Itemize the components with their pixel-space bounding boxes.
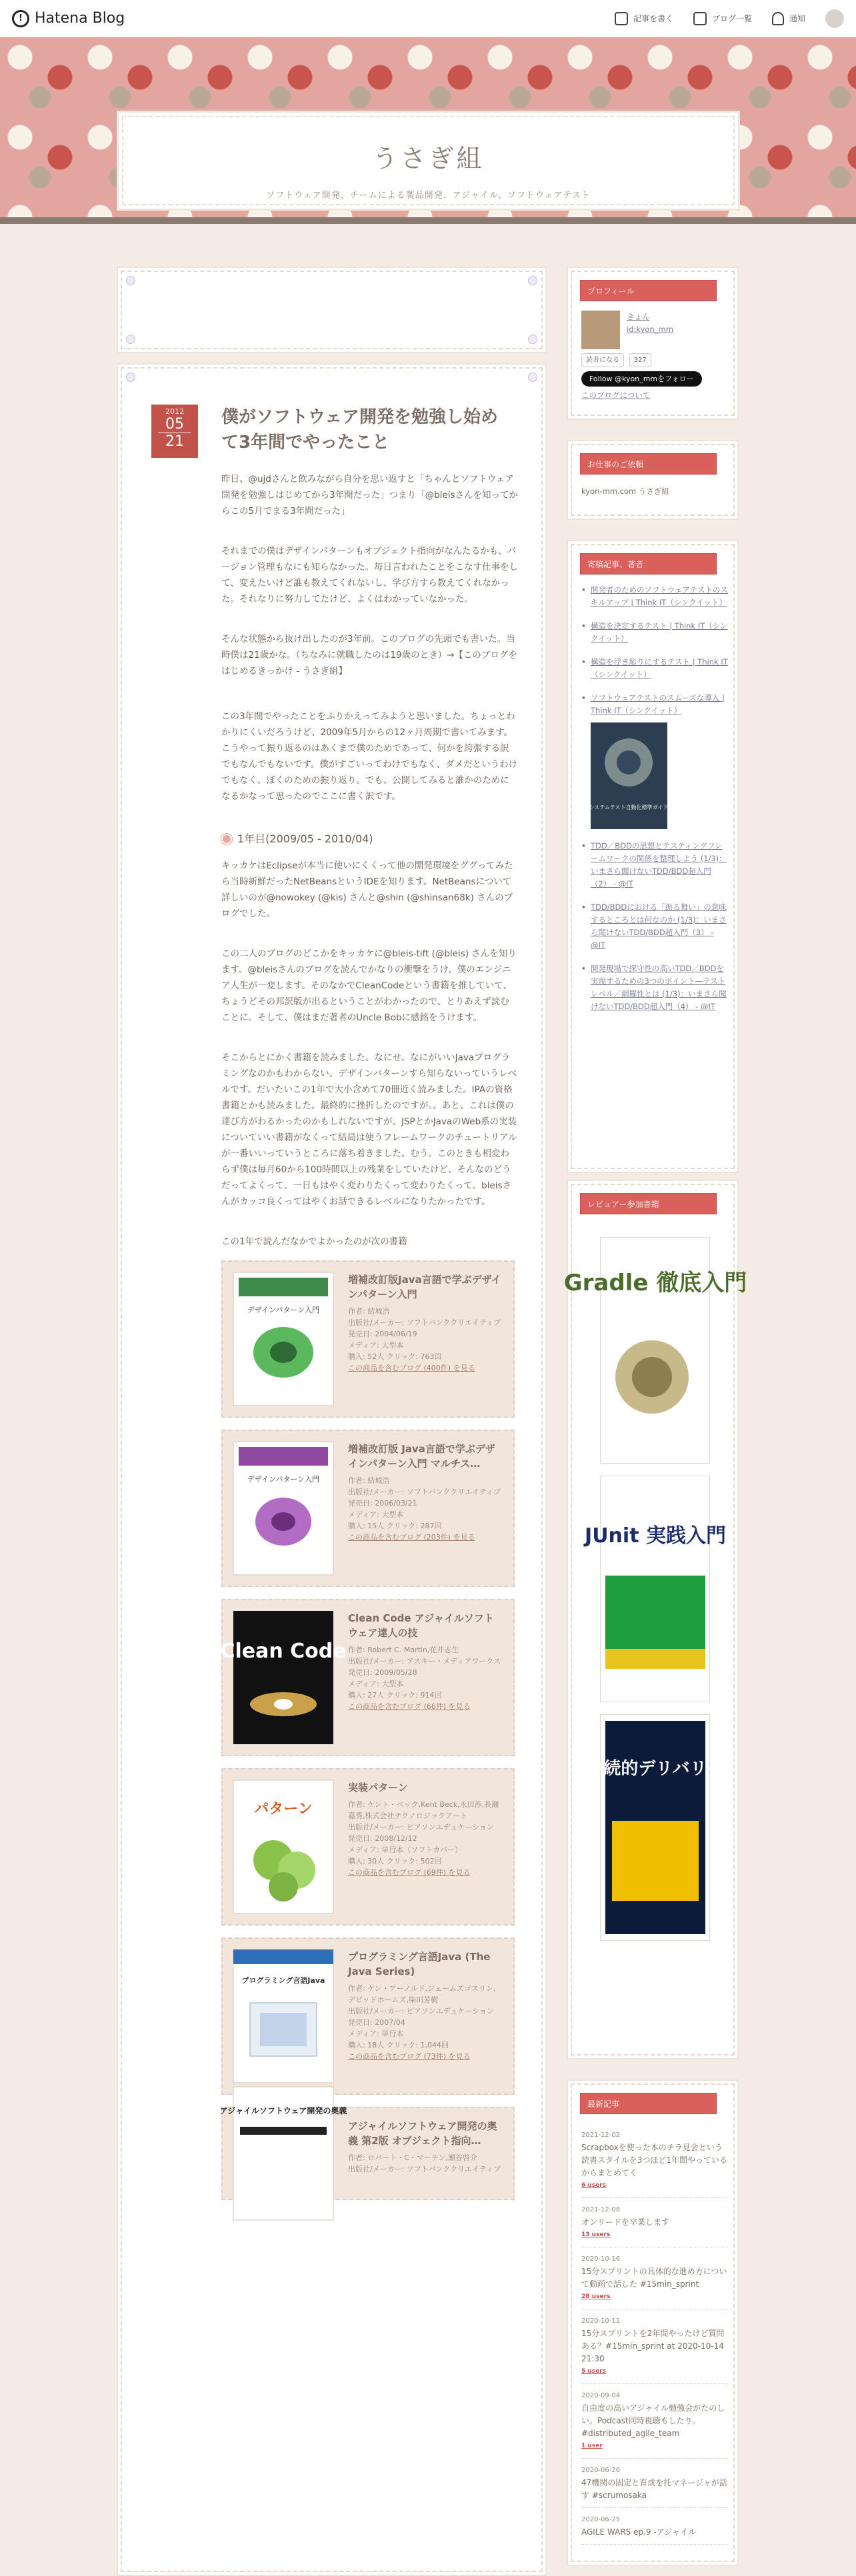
corner-dot-icon (528, 276, 537, 285)
contact-module (567, 440, 739, 520)
book-blog-link[interactable]: この商品を含むブログ (69件) を見る (348, 1868, 471, 1877)
paragraph: この二人のブログのどこかをキッカケに@bleis-tift (@bleis) さんを知ります。@bleisさんのブログを読んでかなりの衝撃をうけ、僕のエンジニア人生が一変します。そのなかでCleanCodeという書籍を推していて、ちょうどその邦訳版が出るということがわかったので、とりあえず読むことに。そして、僕はまだ著者のUncle Bobに感銘をうけます。 (221, 948, 517, 1023)
book-cover[interactable] (233, 1949, 333, 2083)
module-heading: お仕事のご依頼 (580, 453, 717, 475)
book-title[interactable]: アジャイルソフトウェア開発の奥義 第2版 オブジェクト指向… (348, 2120, 497, 2147)
book-cover[interactable] (233, 1780, 333, 1914)
twitter-follow-button[interactable]: Follow @kyon_mmをフォロー (581, 371, 702, 387)
module-heading: プロフィール (580, 280, 717, 301)
list-icon (693, 12, 707, 25)
header-banner (0, 37, 856, 224)
hatena-logo-icon: ! (12, 10, 29, 27)
book-title[interactable]: Clean Code アジャイルソフトウェア達人の技 (348, 1612, 494, 1639)
svg-text:システムテスト自動化標準ガイド: システムテスト自動化標準ガイド (589, 804, 669, 810)
book-blog-link[interactable]: この商品を含むブログ (400件) を見る (348, 1364, 475, 1372)
book-cover[interactable] (233, 1442, 333, 1575)
module-heading: 寄稿記事、著者 (580, 553, 717, 575)
book-cover-image (233, 1272, 333, 1406)
book-cover-image (233, 1442, 333, 1575)
reader-count: 327 (629, 353, 651, 367)
profile-name-link[interactable]: きょん (627, 312, 650, 321)
bookmark-count[interactable]: 1 user (581, 2443, 603, 2449)
blog-description: ソフトウェア開発、チームによる製品開発、アジャイル、ソフトウェアテスト (266, 191, 591, 201)
module-heading: 最新記事 (580, 2093, 717, 2114)
svg-text:プログラミング言語Java: プログラミング言語Java (241, 1976, 325, 1985)
corner-dot-icon (126, 276, 135, 285)
contact-link[interactable]: kyon-mm.com うさぎ組 (581, 487, 669, 496)
corner-dot-icon (126, 373, 135, 382)
profile-id-link[interactable]: id:kyon_mm (627, 325, 673, 334)
book-cover-image (584, 1482, 726, 1696)
svg-text:Clean Code: Clean Code (220, 1640, 347, 1663)
review-book-cover[interactable] (563, 1237, 747, 1464)
blog-list-button[interactable]: ブログ一覧 (693, 12, 752, 25)
book-title[interactable]: 実装パターン (348, 1782, 408, 1794)
entry-article (117, 363, 547, 2576)
paragraph: それまでの僕はデザインパターンもオブジェクト指向がなんたるかも、バージョン管理もなにも知らなかった。毎日言われたことをこなす仕事をして、変えたいけど誰も教えてくれないし、学び方すら教えてくれなかった。それなりに努力してたけど、よくはわかっていなかった。 (221, 546, 518, 605)
recent-entry[interactable]: 2020-06-26 47機関の固定と育成を托マネージャが話す #scrumosaka (581, 2459, 728, 2508)
book-title[interactable]: 増補改訂版Java言語で学ぶデザインパターン入門 (348, 1274, 501, 1300)
articles-module (567, 540, 739, 1173)
book-cover-image (585, 1721, 725, 1934)
article-link[interactable]: 構造を決定するテスト | Think IT（シンクイット） (591, 621, 728, 643)
book-cover[interactable] (219, 2106, 347, 2188)
book-blog-link[interactable]: この商品を含むブログ (73件) を見る (348, 2052, 471, 2061)
book-card: デザインパターン入門 増補改訂版 Java言語で学ぶデザインパターン入門 マルチス… 作者: 結城浩 出版社/メーカー: ソフトバンククリエイティブ 発売日: 2006/03/21 メディア: 大型本 購入: 15人 クリック: 287回 この商品を含むブログ (203件) を見る (221, 1430, 515, 1587)
book-cover-image (591, 722, 667, 829)
corner-dot-icon (528, 373, 537, 382)
book-cover[interactable] (220, 1611, 347, 1744)
svg-text:デザインパターン入門: デザインパターン入門 (247, 1475, 320, 1484)
top-bar (0, 0, 856, 37)
svg-text:アジャイルソフトウェア開発の奥義: アジャイルソフトウェア開発の奥義 (219, 2106, 347, 2115)
entry-body (221, 471, 518, 2212)
subscribe-button[interactable]: 読者になる (581, 353, 624, 367)
svg-text:デザインパターン入門: デザインパターン入門 (247, 1306, 320, 1314)
paragraph: キッカケはEclipseが本当に使いにくくって他の開発環境をググってみたら当時新鮮だったNetBeansというIDEを知ります。NetBeansについて詳しいのが@nowokey (@kis) さんと@shin (@shinsan68k) さんのブログでした。 (221, 860, 513, 919)
book-cover-image (219, 2087, 347, 2220)
entry-title[interactable]: 僕がソフトウェア開発を勉強し始めて3年間でやったこと (221, 407, 498, 453)
book-card: パターン 実装パターン 作者: ケント・ベック,Kent Beck,永田渉,長瀬嘉秀,株式会社テクノロジックアート 出版社/メーカー: ピアソンエデュケーション 発売日: 2008/12/12 メディア: 単行本（ソフトカバー） 購入: 30人 クリック: 502回 この商品を含むブログ (69件) を見る (221, 1768, 515, 1926)
review-books-module (563, 1180, 747, 2059)
recent-entry[interactable]: 2020-09-04 自由度の高いアジャイル勉強会がたのしい。Podcast同時視聴もしたり。#distributed_agile_team 1 user (581, 2384, 728, 2459)
book-title[interactable]: 増補改訂版 Java言語で学ぶデザインパターン入門 マルチス… (348, 1443, 495, 1470)
article-link[interactable]: 開発現場で探守性の高いTDD／BDDを実現するための3つのポイント―テストレベル／網羅性とは (1/3)：いまさら聞けないTDD/BDD超入門（4） - @IT (591, 964, 727, 1011)
bookmark-count[interactable]: 13 users (581, 2231, 611, 2238)
svg-text:継続的デリバリー: 継続的デリバリー (585, 1759, 725, 1779)
book-title[interactable]: プログラミング言語Java (The Java Series) (348, 1951, 491, 1977)
module-heading: レビュアー参加書籍 (580, 1193, 717, 1214)
corner-dot-icon (528, 335, 537, 344)
paragraph: この3年間でやったことをふりかえってみようと思いました。ちょっとわかりにくいだろうけど、2009年5月からの12ヶ月周期で書いてみます。こうやって振り返るのはあくまで僕のためであって、何かを誇張する訳でもなんでもないです。僕がすごいってわけでもなく、ダメだというわけでもなく、ぼくのための振り返り。でも、公開してみると誰かのためになるかなって思ったのでここに書く訳です。 (221, 711, 518, 802)
book-cover-image (563, 1244, 747, 1457)
pencil-icon (615, 12, 628, 25)
entry-date-badge[interactable]: 2012 05 21 (151, 405, 198, 458)
corner-dot-icon (126, 335, 135, 344)
hatena-blog-logo[interactable] (12, 10, 125, 27)
article-link[interactable]: TDD/BDDにおける「振る舞い」の意味するところとは何なのか (1/3)：いまさら聞けないTDD/BDD超入門（3） - @IT (591, 902, 727, 950)
svg-text:パターン: パターン (254, 1801, 313, 1818)
book-card: デザインパターン入門 増補改訂版Java言語で学ぶデザインパターン入門 作者: 結城浩 出版社/メーカー: ソフトバンククリエイティブ 発売日: 2004/06/19 メディア: 大型本 購入: 52人 クリック: 763回 この商品を含むブログ (400件) を見る (221, 1260, 515, 1418)
book-card: アジャイルソフトウェア開発の奥義 アジャイルソフトウェア開発の奥義 第2版 オブジェクト指向… 作者: ロバート・C・マーチン,瀬谷啓介 出版社/メーカー: ソフトバンククリエイティブ (221, 2107, 515, 2200)
bookmark-count[interactable]: 28 users (581, 2293, 611, 2300)
article-link[interactable]: 開発者のためのソフトウェアテストのスキルアップ | Think IT（シンクイット） (591, 585, 728, 607)
paragraph: この1年で読んだなかでよかったのが次の書籍 (221, 1236, 407, 1247)
profile-avatar[interactable] (581, 311, 620, 349)
paragraph: そんな状態から抜け出したのが3年前。このブログの先頭でも書いた。当時僕は21歳かな。（ちなみに就職したのは19歳のとき）→【このブログをはじめるきっかけ - うさぎ組】 (221, 634, 517, 676)
section-heading: 1年目(2009/05 - 2010/04) (221, 831, 518, 847)
blog-title-box (117, 111, 740, 211)
book-cover[interactable] (233, 1272, 333, 1406)
book-blog-link[interactable]: この商品を含むブログ (66件) を見る (348, 1702, 471, 1711)
recent-entries-module (567, 2079, 739, 2566)
recent-entry[interactable]: 2021-12-08 オンリードを卒業します 13 users (581, 2198, 728, 2247)
article-link[interactable]: 構造を浮き彫りにするテスト | Think IT（シンクイット） (591, 657, 728, 679)
svg-text:JUnit 実践入門: JUnit 実践入門 (584, 1524, 726, 1548)
bell-icon (772, 12, 784, 25)
write-entry-button[interactable]: 記事を書く (615, 12, 673, 25)
article-link[interactable]: TDD／BDDの思想とテスティングフレームワークの関係を整理しよう (1/3)：いまさら聞けないTDD/BDD超入門（2） - @IT (591, 841, 727, 888)
blog-title[interactable]: うさぎ組 (372, 144, 485, 173)
svg-text:Gradle 徹底入門: Gradle 徹底入門 (563, 1270, 747, 1296)
notifications-button[interactable]: 通知 (772, 12, 805, 25)
book-cover-image (220, 1611, 347, 1744)
book-card: プログラミング言語Java プログラミング言語Java (The Java Series) 作者: ケン・アーノルド,ジェームズゴスリン,デビッドホームズ,柴田芳樹 出版社/メーカー: ピアソンエデュケーション 発売日: 2007/04 メディア: 単行本 購入: 18人 クリック: 1,044回 この商品を含むブログ (73件) を見る (221, 1937, 515, 2095)
review-book-cover[interactable] (585, 1714, 725, 1941)
book-cover-image (233, 1949, 333, 2083)
section-bullet-icon (221, 834, 232, 844)
logo-text: Hatena Blog (35, 10, 125, 27)
bookmark-count[interactable]: 5 users (581, 2368, 607, 2375)
recent-entry[interactable]: 2021-12-02 Scrapboxを使った本のチラ見会という読書スタイルを3つほど1年間やっているからまとめてく 6 users (581, 2123, 728, 2198)
paragraph: そこからとにかく書籍を読みました。なにせ、なにがいいJavaプログラミングなのかもわからない。デザインパターンすら知らないっていうレベルです。だいたいこの1年で大小含めて70冊近く読みました。IPAの資格書籍とかも読みました。最終的に挫折したのですが。。あと、これは僕の達び方がわるかったのかもしれないですが、JSPとかJavaのWeb系の実装についていい書籍がなくって結局は使うフレームワークのチュートリアルが一番いいっていうところに落ち着きました。むう。このときも相変わらず僕は毎月60から100時間以上の残業をしていたけど、そんなのどうだってよくって、一日もはやく変わりたくって変わりたくって。bleisさんがカッコ良くってはやくお話できるレベルになりたかったです。 (221, 1052, 517, 1207)
article-link[interactable]: ソフトウェアテストのスムーズな導入 | Think IT（シンクイット） (591, 693, 725, 715)
review-book-cover[interactable] (584, 1476, 726, 1702)
about-blog-link[interactable]: このブログについて (581, 391, 651, 400)
recent-entry[interactable]: 2020-10-11 15分スプリントを2年間やったけど質問ある？#15min_sprint at 2020-10-14 21:30 5 users (581, 2309, 728, 2384)
paragraph: 昨日、@ujdさんと飲みながら自分を思い返すと「ちゃんとソフトウェア開発を勉強しはじめてから3年間だった」つまり「@bleisさんを知ってからこの5月でまる3年間だった」 (221, 474, 518, 517)
book-cover[interactable] (591, 722, 667, 829)
recent-entry[interactable]: 2020-10-16 15分スプリントの具体的な進め方について動画で話した #15min_sprint 28 users (581, 2247, 728, 2309)
bookmark-count[interactable]: 6 users (581, 2182, 607, 2189)
profile-module (567, 267, 739, 420)
ad-area (117, 267, 547, 353)
book-blog-link[interactable]: この商品を含むブログ (203件) を見る (348, 1533, 475, 1542)
recent-entry[interactable]: 2020-06-25 AGILE WARS ep.9 -アジャイル (581, 2508, 728, 2545)
user-avatar[interactable] (825, 9, 844, 28)
book-cover-image (233, 1780, 333, 1914)
book-card: Clean Code Clean Code アジャイルソフトウェア達人の技 作者: Robert C. Martin,花井志生 出版社/メーカー: アスキー・メディアワークス 発売日: 2009/05/28 メディア: 大型本 購入: 27人 クリック: 914回 この商品を含むブログ (66件) を見る (221, 1599, 515, 1756)
